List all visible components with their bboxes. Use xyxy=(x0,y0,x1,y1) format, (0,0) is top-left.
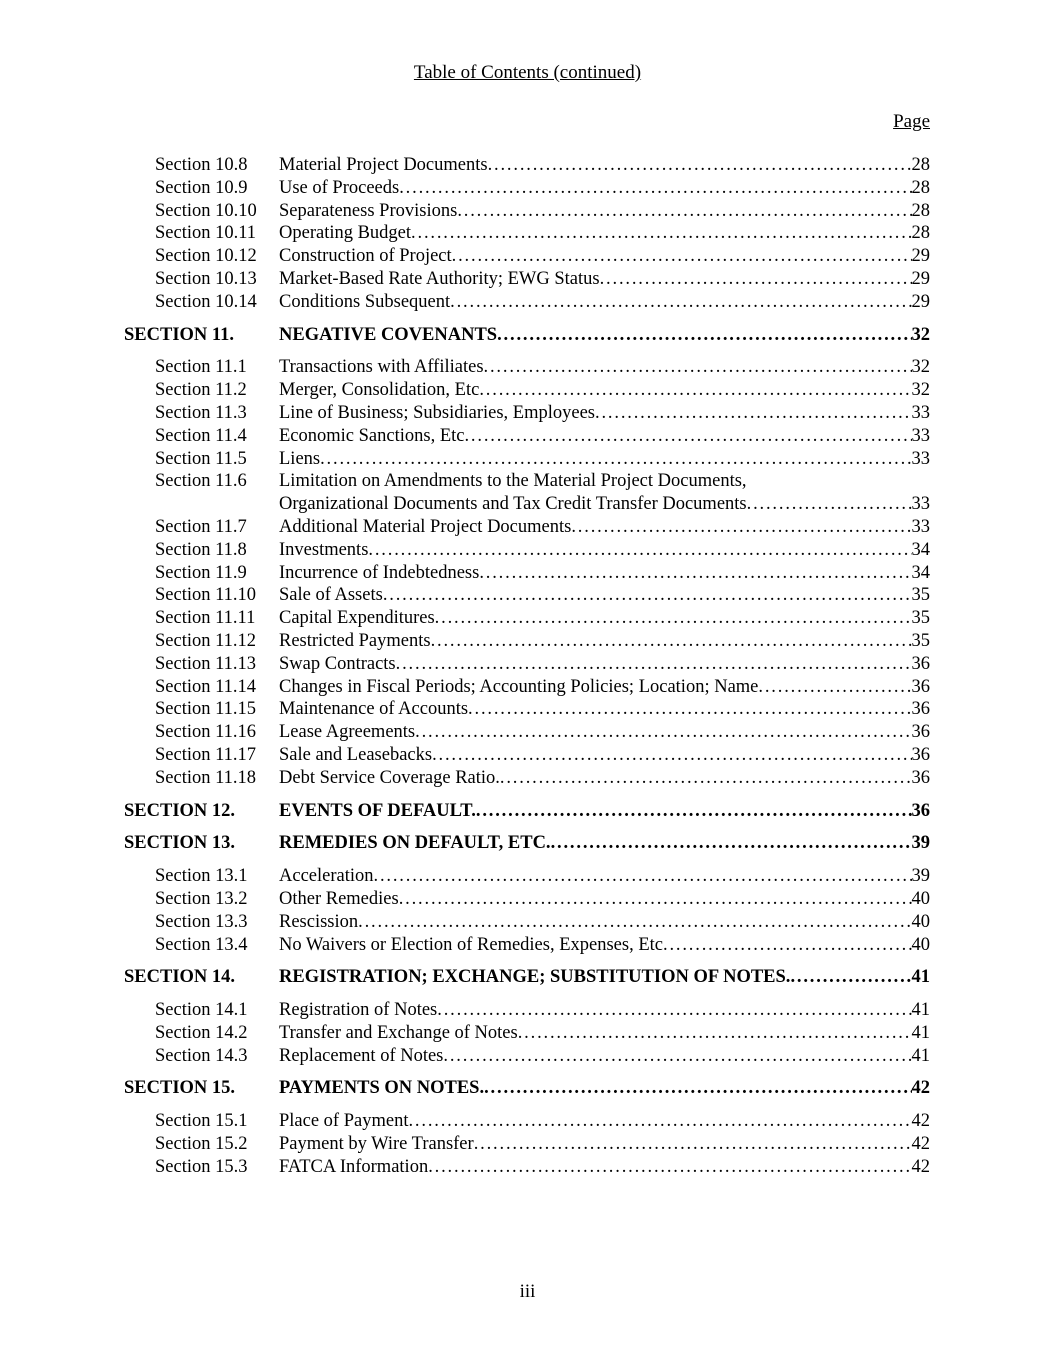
entry-page-number: 39 xyxy=(911,866,930,887)
dot-leader xyxy=(571,516,911,539)
toc-entry[interactable] xyxy=(0,539,1055,562)
toc-entry[interactable] xyxy=(0,291,1055,314)
section-page-number: 39 xyxy=(911,833,930,854)
toc-section-heading[interactable] xyxy=(0,966,1055,989)
toc-entry[interactable] xyxy=(0,630,1055,653)
entry-title: Other Remedies xyxy=(279,888,399,909)
entry-number: Section 10.12 xyxy=(155,246,257,267)
dot-leader xyxy=(474,1133,912,1156)
entry-number: Section 11.8 xyxy=(155,539,247,560)
entry-title: Construction of Project xyxy=(279,246,452,267)
entry-title: Lease Agreements xyxy=(279,722,416,743)
entry-title: Line of Business; Subsidiaries, Employees xyxy=(279,402,596,423)
entry-title: Incurrence of Indebtedness xyxy=(279,562,480,583)
dot-leader xyxy=(411,222,911,245)
toc-entry[interactable] xyxy=(0,470,1055,493)
entry-title: Swap Contracts xyxy=(279,653,396,674)
entry-number: Section 10.13 xyxy=(155,268,257,289)
dot-leader xyxy=(484,1077,911,1100)
entry-page-number: 29 xyxy=(911,246,930,267)
dot-leader xyxy=(747,493,912,516)
dot-leader xyxy=(408,1110,911,1133)
entry-number: Section 11.11 xyxy=(155,608,256,629)
entry-title: FATCA Information xyxy=(279,1156,429,1177)
entry-number: Section 10.11 xyxy=(155,223,257,244)
entry-title: Use of Proceeds xyxy=(279,177,400,198)
entry-page-number: 29 xyxy=(911,268,930,289)
entry-title: Organizational Documents and Tax Credit Transfer Documents xyxy=(279,494,747,515)
dot-leader xyxy=(443,1045,911,1068)
toc-entry[interactable] xyxy=(0,425,1055,448)
toc-entry[interactable] xyxy=(0,1045,1055,1068)
entry-number: Section 10.8 xyxy=(155,155,248,175)
entry-title: Merger, Consolidation, Etc xyxy=(279,380,480,401)
section-page-number: 42 xyxy=(911,1078,930,1099)
entry-title: Registration of Notes xyxy=(279,1000,438,1021)
entry-number: Section 11.15 xyxy=(155,699,257,720)
toc-section-heading[interactable] xyxy=(0,800,1055,823)
dot-leader xyxy=(452,245,912,268)
dot-leader xyxy=(383,584,912,607)
section-title: NEGATIVE COVENANTS xyxy=(279,324,498,345)
entry-page-number: 36 xyxy=(911,653,930,674)
entry-page-number: 35 xyxy=(911,608,930,629)
entry-page-number: 33 xyxy=(911,516,930,537)
section-title: REMEDIES ON DEFAULT, ETC. xyxy=(279,833,551,854)
entry-page-number: 32 xyxy=(911,357,930,378)
page-number: iii xyxy=(519,1281,536,1302)
entry-title: Material Project Documents xyxy=(279,155,488,175)
dot-leader xyxy=(399,177,911,200)
entry-title: Investments xyxy=(279,539,369,560)
entry-number: Section 10.14 xyxy=(155,291,257,312)
entry-page-number: 28 xyxy=(911,200,930,221)
dot-leader xyxy=(428,1156,911,1179)
toc-entry[interactable] xyxy=(0,245,1055,268)
entry-number: Section 14.1 xyxy=(155,1000,248,1021)
toc-entry[interactable] xyxy=(0,999,1055,1022)
entry-number: Section 11.9 xyxy=(155,562,247,583)
entry-page-number: 36 xyxy=(911,722,930,743)
dot-leader xyxy=(479,379,911,402)
dot-leader xyxy=(468,698,911,721)
toc-list xyxy=(0,154,1055,1179)
entry-page-number: 41 xyxy=(911,1000,930,1021)
entry-title: Capital Expenditures xyxy=(279,608,435,629)
toc-entry[interactable] xyxy=(0,200,1055,223)
entry-number: Section 11.4 xyxy=(155,425,247,446)
dot-leader xyxy=(320,448,911,471)
dot-leader xyxy=(399,888,912,911)
dot-leader xyxy=(432,744,911,767)
entry-title: Sale and Leasebacks xyxy=(279,744,433,765)
entry-title: Replacement of Notes xyxy=(279,1045,444,1066)
entry-page-number: 42 xyxy=(911,1111,930,1132)
section-title: REGISTRATION; EXCHANGE; SUBSTITUTION OF NOTES. xyxy=(279,967,791,988)
entry-title: Separateness Provisions xyxy=(279,200,458,221)
entry-number: Section 15.2 xyxy=(155,1134,248,1155)
section-number: SECTION 13. xyxy=(124,833,236,854)
toc-entry[interactable] xyxy=(0,1022,1055,1045)
entry-number: Section 11.14 xyxy=(155,676,257,697)
dot-leader xyxy=(758,676,911,699)
toc-entry[interactable] xyxy=(0,562,1055,585)
dot-leader xyxy=(464,425,911,448)
entry-number: Section 11.2 xyxy=(155,380,247,401)
entry-page-number: 34 xyxy=(911,539,930,560)
entry-title: Changes in Fiscal Periods; Accounting Policies; Location; Name xyxy=(279,676,759,697)
entry-number: Section 11.16 xyxy=(155,722,257,743)
entry-title: Liens xyxy=(279,448,321,469)
toc-entry[interactable] xyxy=(0,379,1055,402)
entry-number: Section 15.3 xyxy=(155,1156,248,1177)
entry-page-number: 40 xyxy=(911,888,930,909)
entry-number: Section 11.6 xyxy=(155,471,247,492)
toc-section-heading[interactable] xyxy=(0,324,1055,347)
entry-page-number: 33 xyxy=(911,448,930,469)
dot-leader xyxy=(415,721,911,744)
section-page-number: 32 xyxy=(911,324,930,345)
dot-leader xyxy=(663,934,912,957)
dot-leader xyxy=(450,291,911,314)
entry-title: Limitation on Amendments to the Material Project Documents, xyxy=(279,471,747,492)
toc-entry[interactable] xyxy=(0,493,1055,516)
toc-entry[interactable] xyxy=(0,356,1055,379)
entry-page-number: 28 xyxy=(911,155,930,175)
entry-title: Sale of Assets xyxy=(279,585,383,606)
toc-entry[interactable] xyxy=(0,676,1055,699)
entry-number: Section 10.10 xyxy=(155,200,257,221)
entry-title: Rescission xyxy=(279,911,359,932)
toc-entry[interactable] xyxy=(0,268,1055,291)
dot-leader xyxy=(476,800,912,823)
entry-page-number: 35 xyxy=(911,630,930,651)
entry-number: Section 11.18 xyxy=(155,767,257,788)
entry-title: Restricted Payments xyxy=(279,630,431,651)
dot-leader xyxy=(497,324,911,347)
entry-number: Section 14.3 xyxy=(155,1045,248,1066)
entry-number: Section 13.2 xyxy=(155,888,248,909)
dot-leader xyxy=(595,402,911,425)
entry-page-number: 35 xyxy=(911,585,930,606)
entry-title: Place of Payment xyxy=(279,1111,409,1132)
entry-page-number: 41 xyxy=(911,1022,930,1043)
entry-page-number: 40 xyxy=(911,911,930,932)
toc-entry[interactable] xyxy=(0,607,1055,630)
entry-page-number: 29 xyxy=(911,291,930,312)
entry-number: Section 11.3 xyxy=(155,402,247,423)
entry-page-number: 28 xyxy=(911,177,930,198)
dot-leader xyxy=(488,154,912,177)
entry-number: Section 14.2 xyxy=(155,1022,248,1043)
entry-number: Section 11.5 xyxy=(155,448,247,469)
dot-leader xyxy=(500,767,912,790)
entry-number: Section 13.1 xyxy=(155,866,248,887)
entry-page-number: 28 xyxy=(911,223,930,244)
section-title: EVENTS OF DEFAULT. xyxy=(279,800,476,821)
entry-page-number: 33 xyxy=(911,425,930,446)
dot-leader xyxy=(358,911,911,934)
toc-entry[interactable] xyxy=(0,1156,1055,1179)
entry-title: Operating Budget xyxy=(279,223,412,244)
entry-page-number: 36 xyxy=(911,744,930,765)
dot-leader xyxy=(396,653,912,676)
entry-title: Acceleration xyxy=(279,866,374,887)
toc-entry[interactable] xyxy=(0,865,1055,888)
toc-entry[interactable] xyxy=(0,698,1055,721)
page-column-header: Page xyxy=(893,111,930,132)
toc-section-heading[interactable] xyxy=(0,832,1055,855)
entry-page-number: 40 xyxy=(911,934,930,955)
toc-entry[interactable] xyxy=(0,1133,1055,1156)
entry-page-number: 32 xyxy=(911,380,930,401)
entry-page-number: 36 xyxy=(911,676,930,697)
toc-entry[interactable] xyxy=(0,222,1055,245)
entry-page-number: 34 xyxy=(911,562,930,583)
entry-number: Section 13.4 xyxy=(155,934,248,955)
entry-number: Section 15.1 xyxy=(155,1111,248,1132)
entry-title: Transfer and Exchange of Notes xyxy=(279,1022,518,1043)
toc-entry[interactable] xyxy=(0,767,1055,790)
entry-page-number: 42 xyxy=(911,1156,930,1177)
entry-page-number: 33 xyxy=(911,402,930,423)
dot-leader xyxy=(484,356,912,379)
section-page-number: 36 xyxy=(911,800,930,821)
dot-leader xyxy=(518,1022,912,1045)
dot-leader xyxy=(600,268,912,291)
dot-leader xyxy=(479,562,911,585)
entry-title: Transactions with Affiliates xyxy=(279,357,484,378)
dot-leader xyxy=(551,832,912,855)
entry-number: Section 11.10 xyxy=(155,585,257,606)
entry-number: Section 11.17 xyxy=(155,744,257,765)
entry-title: Economic Sanctions, Etc xyxy=(279,425,465,446)
entry-page-number: 42 xyxy=(911,1134,930,1155)
dot-leader xyxy=(431,630,912,653)
entry-title: Conditions Subsequent xyxy=(279,291,451,312)
dot-leader xyxy=(368,539,911,562)
dot-leader xyxy=(374,865,912,888)
entry-page-number: 33 xyxy=(911,494,930,515)
section-number: SECTION 11. xyxy=(124,324,235,345)
entry-number: Section 11.12 xyxy=(155,630,257,651)
entry-title: Debt Service Coverage Ratio. xyxy=(279,767,500,788)
entry-number: Section 11.13 xyxy=(155,653,257,674)
entry-number: Section 11.1 xyxy=(155,357,247,378)
entry-title: No Waivers or Election of Remedies, Expenses, Etc xyxy=(279,934,663,955)
toc-entry[interactable] xyxy=(0,1110,1055,1133)
toc-title: Table of Contents (continued) xyxy=(413,62,642,83)
entry-title: Payment by Wire Transfer xyxy=(279,1134,474,1155)
entry-page-number: 36 xyxy=(911,767,930,788)
entry-page-number: 41 xyxy=(911,1045,930,1066)
toc-section-heading[interactable] xyxy=(0,1077,1055,1100)
entry-title: Market-Based Rate Authority; EWG Status xyxy=(279,268,600,289)
entry-title: Maintenance of Accounts xyxy=(279,699,469,720)
section-page-number: 41 xyxy=(911,967,930,988)
section-number: SECTION 12. xyxy=(124,800,236,821)
toc-entry[interactable] xyxy=(0,154,1055,177)
entry-number: Section 10.9 xyxy=(155,177,248,198)
entry-title: Additional Material Project Documents xyxy=(279,516,572,537)
dot-leader xyxy=(435,607,912,630)
section-number: SECTION 14. xyxy=(124,967,236,988)
entry-number: Section 13.3 xyxy=(155,911,248,932)
toc-entry[interactable] xyxy=(0,448,1055,471)
toc-entry[interactable] xyxy=(0,516,1055,539)
toc-entry[interactable] xyxy=(0,721,1055,744)
dot-leader xyxy=(457,200,911,223)
entry-page-number: 36 xyxy=(911,699,930,720)
entry-number: Section 11.7 xyxy=(155,516,247,537)
toc-entry[interactable] xyxy=(0,653,1055,676)
dot-leader xyxy=(437,999,911,1022)
toc-entry[interactable] xyxy=(0,888,1055,911)
section-title: PAYMENTS ON NOTES. xyxy=(279,1078,485,1099)
toc-entry[interactable] xyxy=(0,584,1055,607)
section-number: SECTION 15. xyxy=(124,1078,236,1099)
toc-entry[interactable] xyxy=(0,934,1055,957)
toc-entry[interactable] xyxy=(0,744,1055,767)
toc-entry[interactable] xyxy=(0,911,1055,934)
dot-leader xyxy=(790,966,911,989)
toc-entry[interactable] xyxy=(0,177,1055,200)
toc-entry[interactable] xyxy=(0,402,1055,425)
